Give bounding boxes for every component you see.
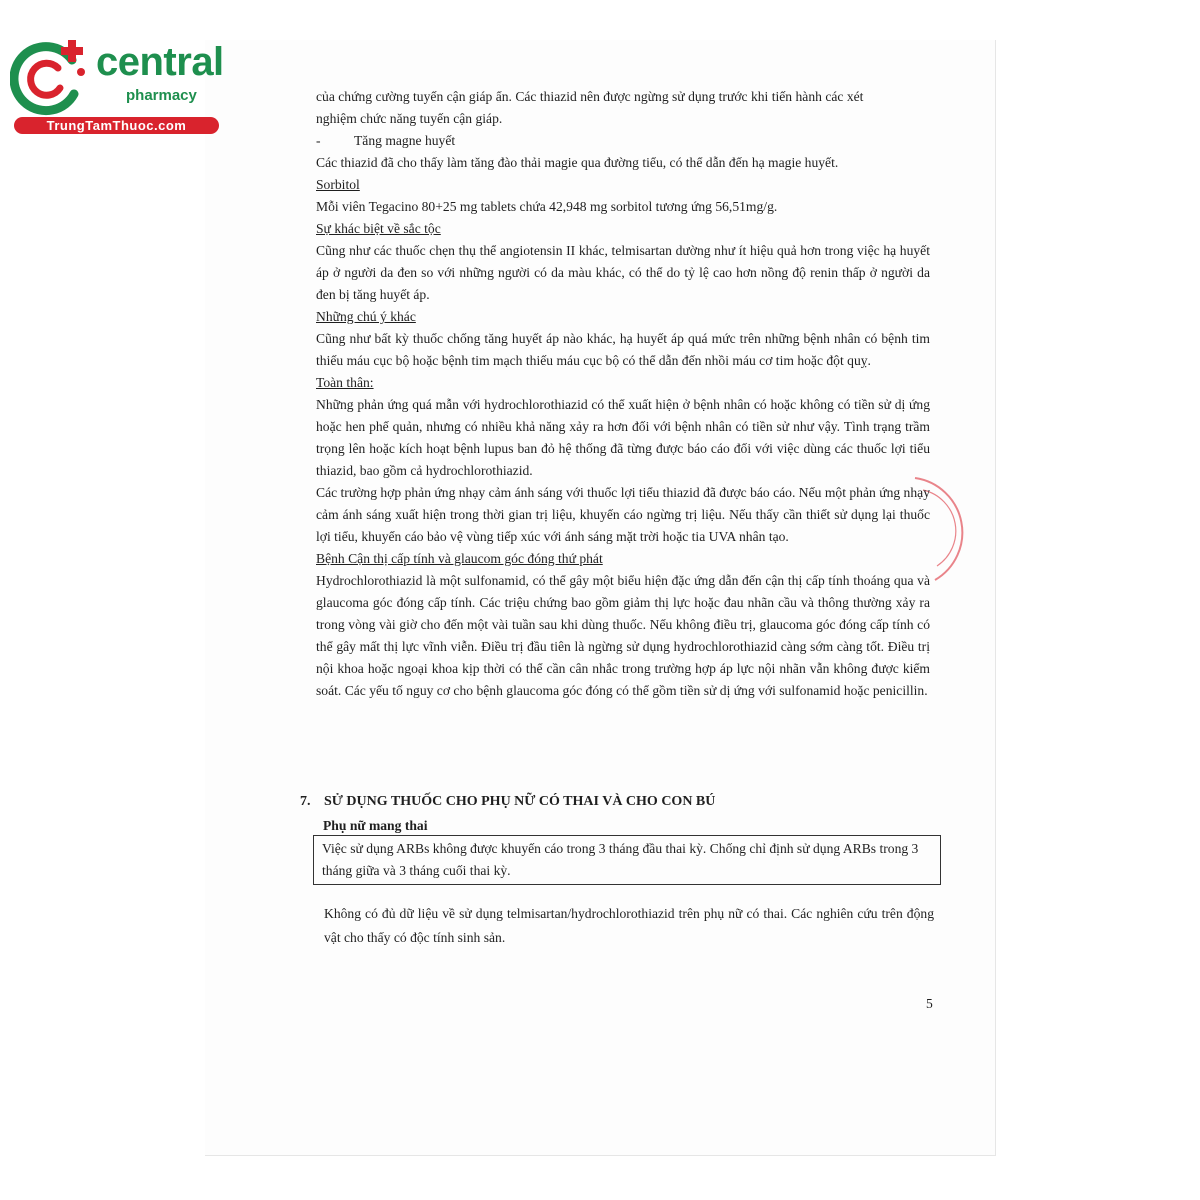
logo-sub-text: pharmacy: [126, 87, 197, 104]
central-pharmacy-logo[interactable]: [10, 38, 224, 138]
paragraph: Các trường hợp phản ứng nhạy cảm ánh sáng với thuốc lợi tiểu thiazid đã được báo cáo. Nếu một phản ứng nhạy cảm ánh sáng xuất hiện trong thời gian trị liệu, khuyến cáo ngừng trị liệu. Nếu thấy cần thiết sử dụng lại thuốc lợi tiểu, khuyến cáo bảo vệ vùng tiếp xúc với ánh sáng mặt trời hoặc tia UVA nhân tạo.: [316, 485, 930, 544]
logo-brand-text: central: [96, 40, 224, 84]
page-number: 5: [926, 996, 933, 1011]
paragraph: Các thiazid đã cho thấy làm tăng đào thải magie qua đường tiểu, có thể dẫn đến hạ magie huyết.: [316, 155, 839, 170]
subheading-other-notes: Những chú ý khác: [316, 309, 416, 324]
subheading-race: Sự khác biệt về sắc tộc: [316, 221, 441, 236]
subheading-systemic: Toàn thân:: [316, 375, 374, 390]
paragraph: Những phản ứng quá mẫn với hydrochlorothiazid có thể xuất hiện ở bệnh nhân có hoặc không có tiền sử dị ứng hoặc hen phế quản, nhưng có nhiều khả năng xảy ra hơn đối với bệnh nhân có tiền sử như vậy. Tình trạng trầm trọng lên hoặc kích hoạt bệnh lupus ban đỏ hệ thống đã từng được báo cáo đối với việc dùng các thuốc lợi tiểu thiazid, bao gồm cả hydrochlorothiazid.: [316, 397, 930, 478]
paragraph: Cũng như bất kỳ thuốc chống tăng huyết áp nào khác, hạ huyết áp quá mức trên những bệnh nhân có bệnh tim thiếu máu cục bộ hoặc bệnh tim mạch thiếu máu cục bộ có thể dẫn đến nhồi máu cơ tim hoặc đột quỵ.: [316, 331, 930, 368]
paragraph: Hydrochlorothiazid là một sulfonamid, có thể gây một biểu hiện đặc ứng dẫn đến cận thị cấp tính thoáng qua và glaucoma góc đóng cấp tính. Các triệu chứng bao gồm giảm thị lực hoặc đau nhãn cầu và thông thường xảy ra trong vòng vài giờ cho đến một vài tuần sau khi dùng thuốc. Nếu không điều trị, glaucoma góc đóng cấp tính có thể gây mất thị lực vĩnh viễn. Điều trị đầu tiên là ngừng sử dụng hydrochlorothiazid càng sớm càng tốt. Điều trị nội khoa hoặc ngoại khoa kịp thời có thể cần cân nhắc trong trường hợp áp lực nội nhãn vẫn không được kiểm soát. Các yếu tố nguy cơ cho bệnh glaucoma góc đóng có thể gồm tiền sử dị ứng với sulfonamid hoặc penicillin.: [316, 573, 930, 698]
bullet-dash: -: [316, 133, 321, 148]
paragraph: Mỗi viên Tegacino 80+25 mg tablets chứa 42,948 mg sorbitol tương ứng 56,51mg/g.: [316, 199, 778, 214]
pharmacy-cross-logo-icon: [10, 38, 96, 118]
section-subtitle: Phụ nữ mang thai: [323, 818, 428, 833]
bullet-text: Tăng magne huyết: [354, 133, 456, 148]
paragraph: của chứng cường tuyến cận giáp ẩn. Các thiazid nên được ngừng sử dụng trước khi tiến hành các xét: [316, 89, 864, 104]
section-title: SỬ DỤNG THUỐC CHO PHỤ NỮ CÓ THAI VÀ CHO CON BÚ: [324, 794, 716, 809]
bullet-item: [316, 130, 930, 152]
paragraph: Cũng như các thuốc chẹn thụ thể angiotensin II khác, telmisartan dường như ít hiệu quả hơn trong việc hạ huyết áp ở người da đen so với những người có da màu khác, có thể do tỷ lệ cao hơn nồng độ renin thấp ở người da đen bị tăng huyết áp.: [316, 243, 930, 302]
section-number: 7.: [300, 794, 311, 809]
logo-url-badge[interactable]: TrungTamThuoc.com: [14, 117, 219, 134]
boxed-warning: Việc sử dụng ARBs không được khuyến cáo trong 3 tháng đầu thai kỳ. Chống chỉ định sử dụng ARBs trong 3 tháng giữa và 3 tháng cuối thai kỳ.: [313, 835, 941, 885]
subheading-sorbitol: Sorbitol: [316, 177, 360, 192]
document-body: [316, 86, 930, 702]
paragraph: nghiệm chức năng tuyến cận giáp.: [316, 111, 503, 126]
paragraph: Không có đủ dữ liệu về sử dụng telmisartan/hydrochlorothiazid trên phụ nữ có thai. Các nghiên cứu trên động vật cho thấy có độc tính sinh sản.: [324, 906, 934, 945]
section-heading: [300, 791, 940, 813]
subheading-glaucoma: Bệnh Cận thị cấp tính và glaucom góc đóng thứ phát: [316, 551, 603, 566]
